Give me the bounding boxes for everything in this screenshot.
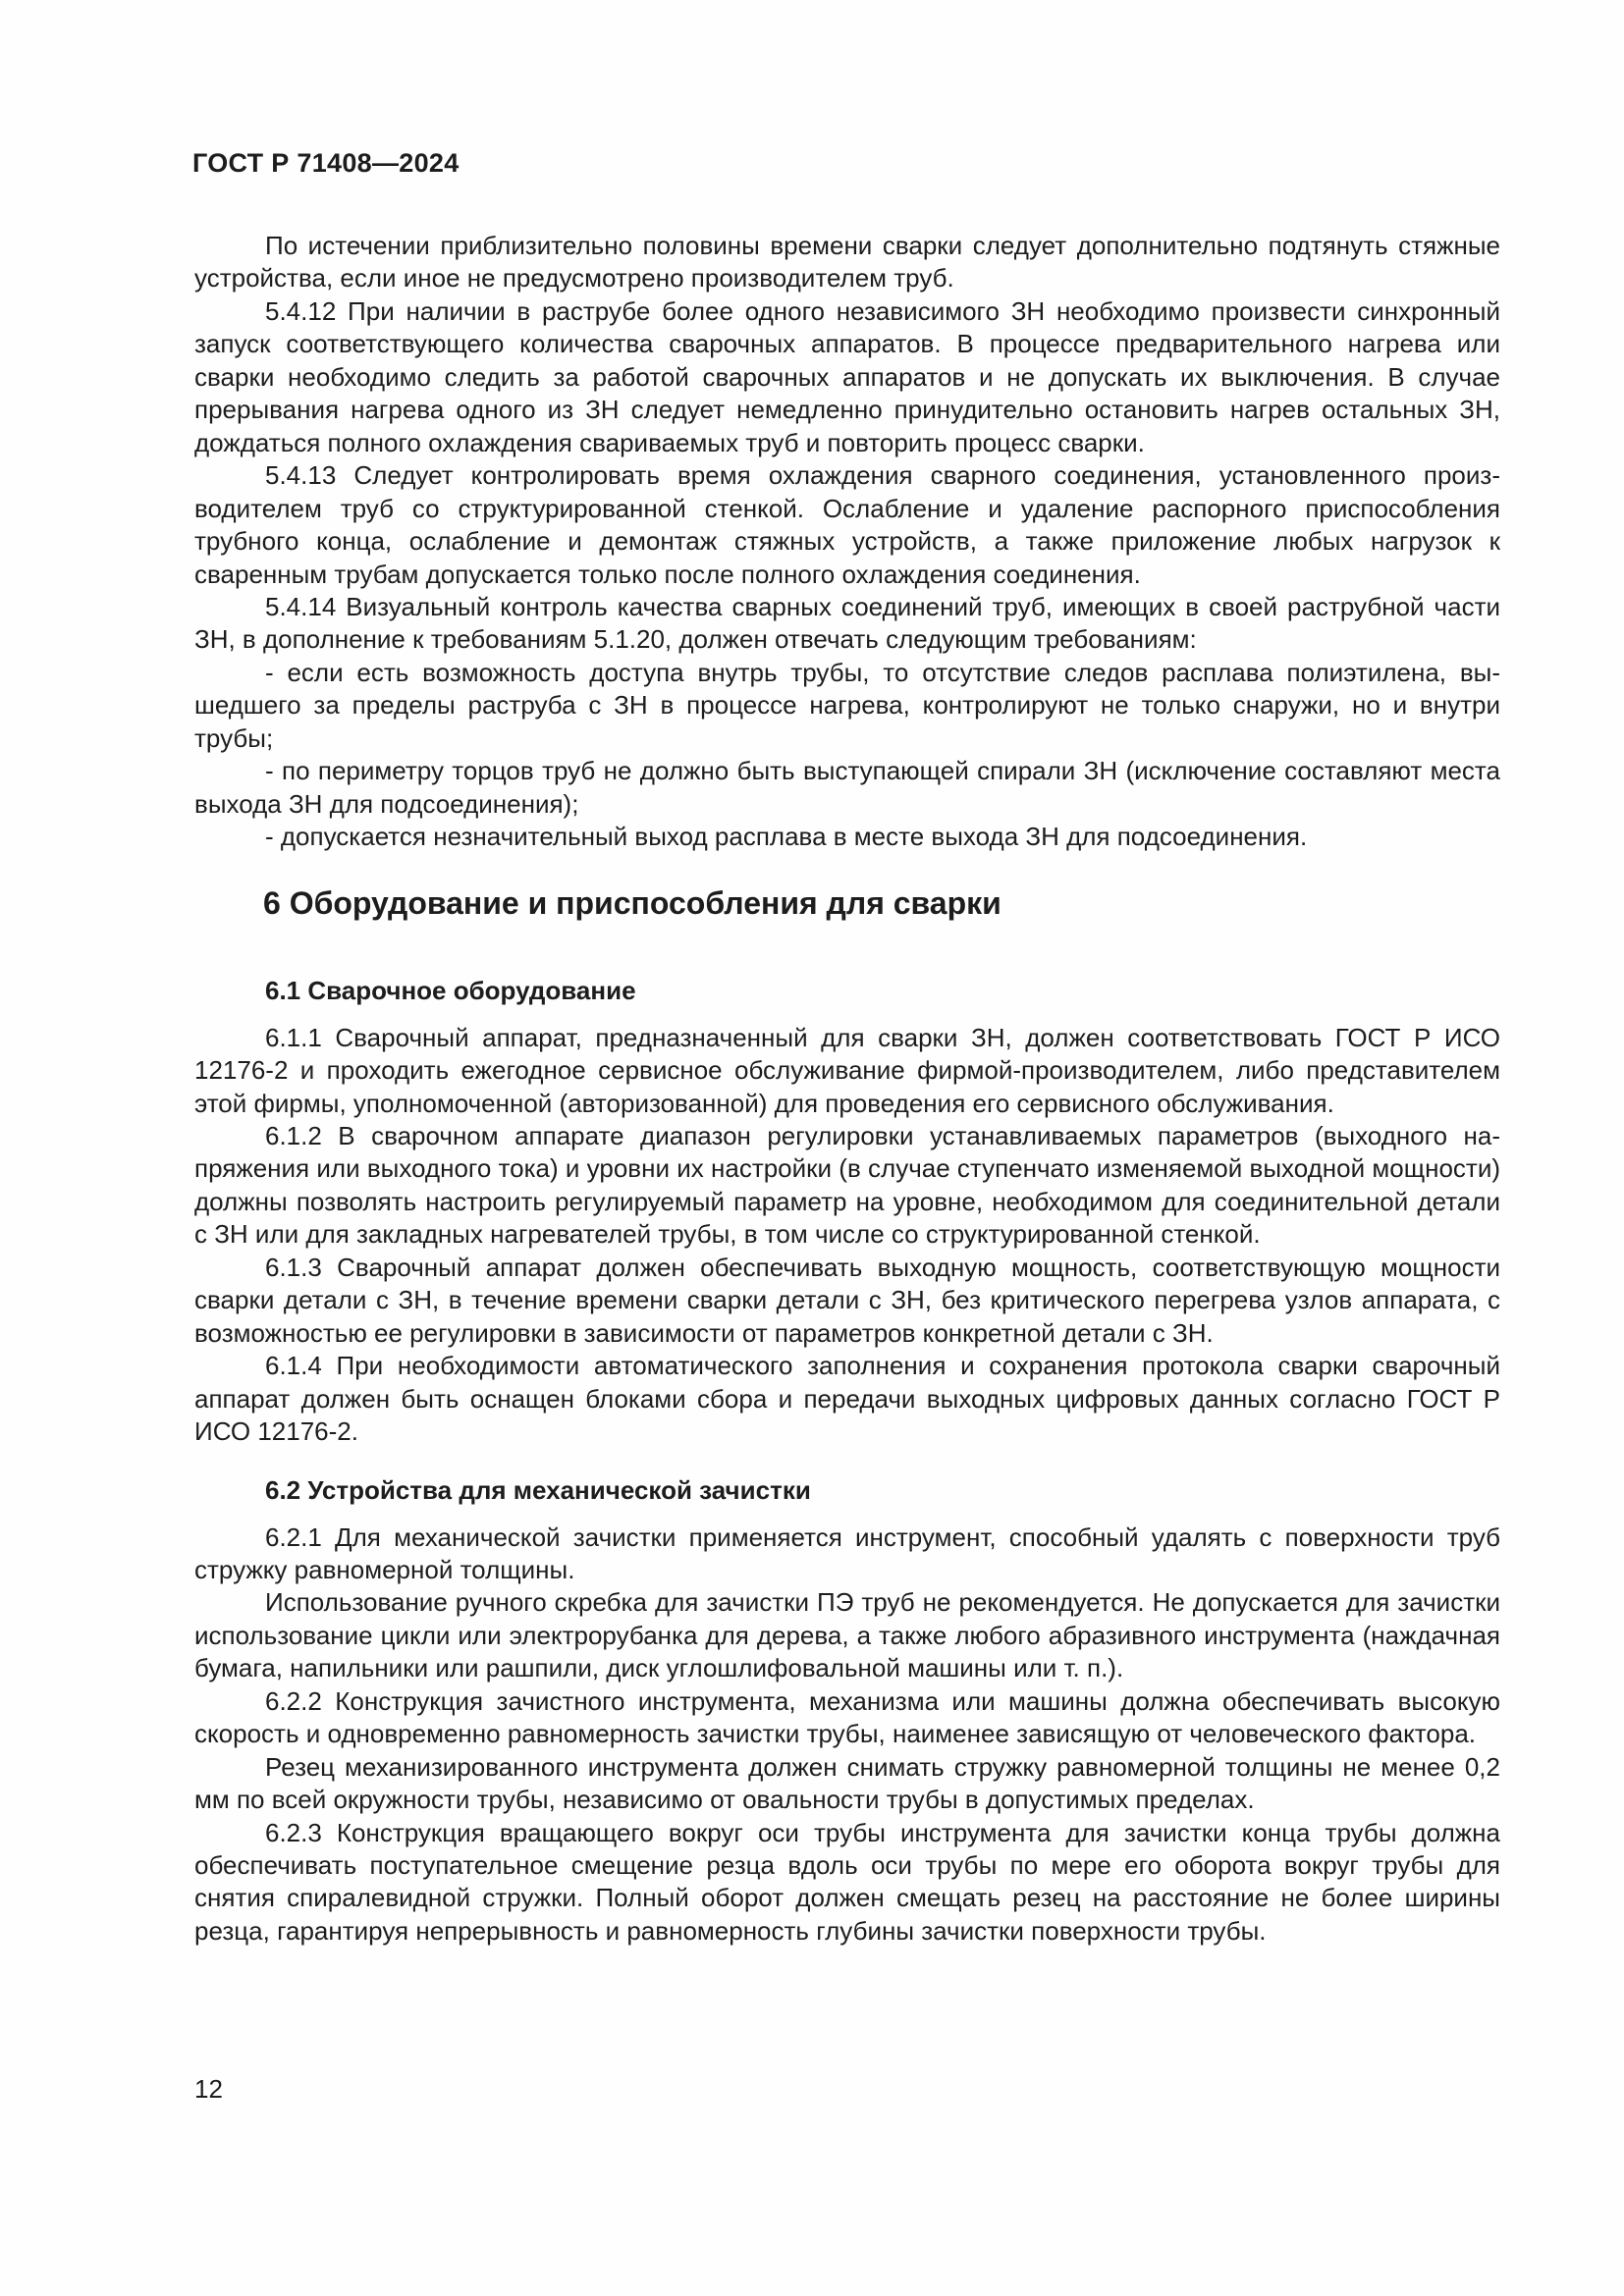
subsection-heading: 6.2 Устройства для механической зачистки (265, 1474, 811, 1505)
paragraph: 6.2.2 Конструкция зачистного инструмента, механизма или машины должна обеспечивать высокую скорость и одновременно равномерность зачистки трубы, наименее зависящую от человеческого фактора. (194, 1685, 1500, 1749)
paragraph: 6.1.2 В сварочном аппарате диапазон регулировки устанавливаемых параметров (выходного напряжения или выходного тока) и уровни их настройки (в случае ступенчато изменяемой выходной мощности) должны позволять настроить регулируемый параметр на уровне, необходимом для соединительной детали с ЗН или для закладных нагревателей трубы, в том числе со структурированной стенкой. (194, 1120, 1500, 1250)
paragraph: Резец механизированного инструмента должен снимать стружку равномерной толщины не менее 0,2 мм по всей окружности трубы, независимо от овальности трубы в допустимых пределах. (194, 1751, 1500, 1815)
subsection-heading: 6.1 Сварочное оборудование (265, 975, 636, 1005)
paragraph: 6.2.3 Конструкция вращающего вокруг оси трубы инструмента для зачистки конца трубы должна обеспечивать поступательное смещение резца вдоль оси трубы по мере его оборота вокруг трубы для снятия спиралевидной стружки. Полный оборот должен смещать резец на расстояние не более ширины резца, гарантируя непрерывность и равномерность глубины зачистки поверхности трубы. (194, 1817, 1500, 1946)
paragraph: 6.1.4 При необходимости автоматического заполнения и сохранения протокола сварки сварочный аппарат должен быть оснащен блоками сбора и передачи выходных цифровых данных согласно ГОСТ Р ИСО 12176-2. (194, 1351, 1500, 1447)
document-body (194, 230, 1500, 1948)
paragraph: По истечении приблизительно половины времени сварки следует дополнительно подтянуть стяжные устройства, если иное не предусмотрено производителем труб. (194, 231, 1500, 294)
paragraph: - допускается незначительный выход расплава в месте выхода ЗН для подсоединения. (265, 822, 1308, 852)
paragraph: Использование ручного скребка для зачистки ПЭ труб не рекомендуется. Не допускается для зачистки использование цикли или электрорубанка для дерева, а также любого абразивного инструмента (наждачная бумага, напильники или рашпили, диск углошлифовальной машины или т. п.). (194, 1587, 1500, 1683)
paragraph: 5.4.13 Следует контролировать время охлаждения сварного соединения, установленного производителем труб со структурированной стенкой. Ослабление и удаление распорного приспособления трубного конца, ослабление и демонтаж стяжных устройств, а также приложение любых нагрузок к сваренным трубам допускается только после полного охлаждения соединения. (194, 460, 1500, 589)
section-heading: 6 Оборудование и приспособления для сварки (263, 884, 1001, 921)
paragraph: - если есть возможность доступа внутрь трубы, то отсутствие следов расплава полиэтилена, вышедшего за пределы раструба с ЗН в процессе нагрева, контролируют не только снаружи, но и внутри трубы; (194, 657, 1500, 753)
paragraph: 5.4.12 При наличии в раструбе более одного независимого ЗН необходимо произвести синхронный запуск соответствующего количества сварочных аппаратов. В процессе предварительного нагрева или сварки необходимо следить за работой сварочных аппаратов и не допускать их выключения. В случае прерывания нагрева одного из ЗН следует немедленно принудительно остановить нагрев остальных ЗН, дождаться полного охлаждения свариваемых труб и повторить процесс сварки. (194, 295, 1500, 457)
paragraph: 6.1.1 Сварочный аппарат, предназначенный для сварки ЗН, должен соответствовать ГОСТ Р ИСО 12176-2 и проходить ежегодное сервисное обслуживание фирмой-производителем, либо представителем этой фирмы, уполномоченной (авторизованной) для проведения его сервисного обслуживания. (194, 1022, 1500, 1118)
page-number: 12 (194, 2074, 223, 2104)
paragraph: 6.1.3 Сварочный аппарат должен обеспечивать выходную мощность, соответствующую мощности сварки детали с ЗН, в течение времени сварки детали с ЗН, без критического перегрева узлов аппарата, с возможностью ее регулировки в зависимости от параметров конкретной детали с ЗН. (194, 1252, 1500, 1348)
paragraph: 5.4.14 Визуальный контроль качества сварных соединений труб, имеющих в своей раструбной части ЗН, в дополнение к требованиям 5.1.20, должен отвечать следующим требованиям: (194, 591, 1500, 655)
paragraph: 6.2.1 Для механической зачистки применяется инструмент, способный удалять с поверхности труб стружку равномерной толщины. (194, 1522, 1500, 1584)
paragraph: - по периметру торцов труб не должно быть выступающей спирали ЗН (исключение составляют места выхода ЗН для подсоединения); (194, 756, 1500, 819)
running-header: ГОСТ Р 71408—2024 (192, 148, 460, 178)
